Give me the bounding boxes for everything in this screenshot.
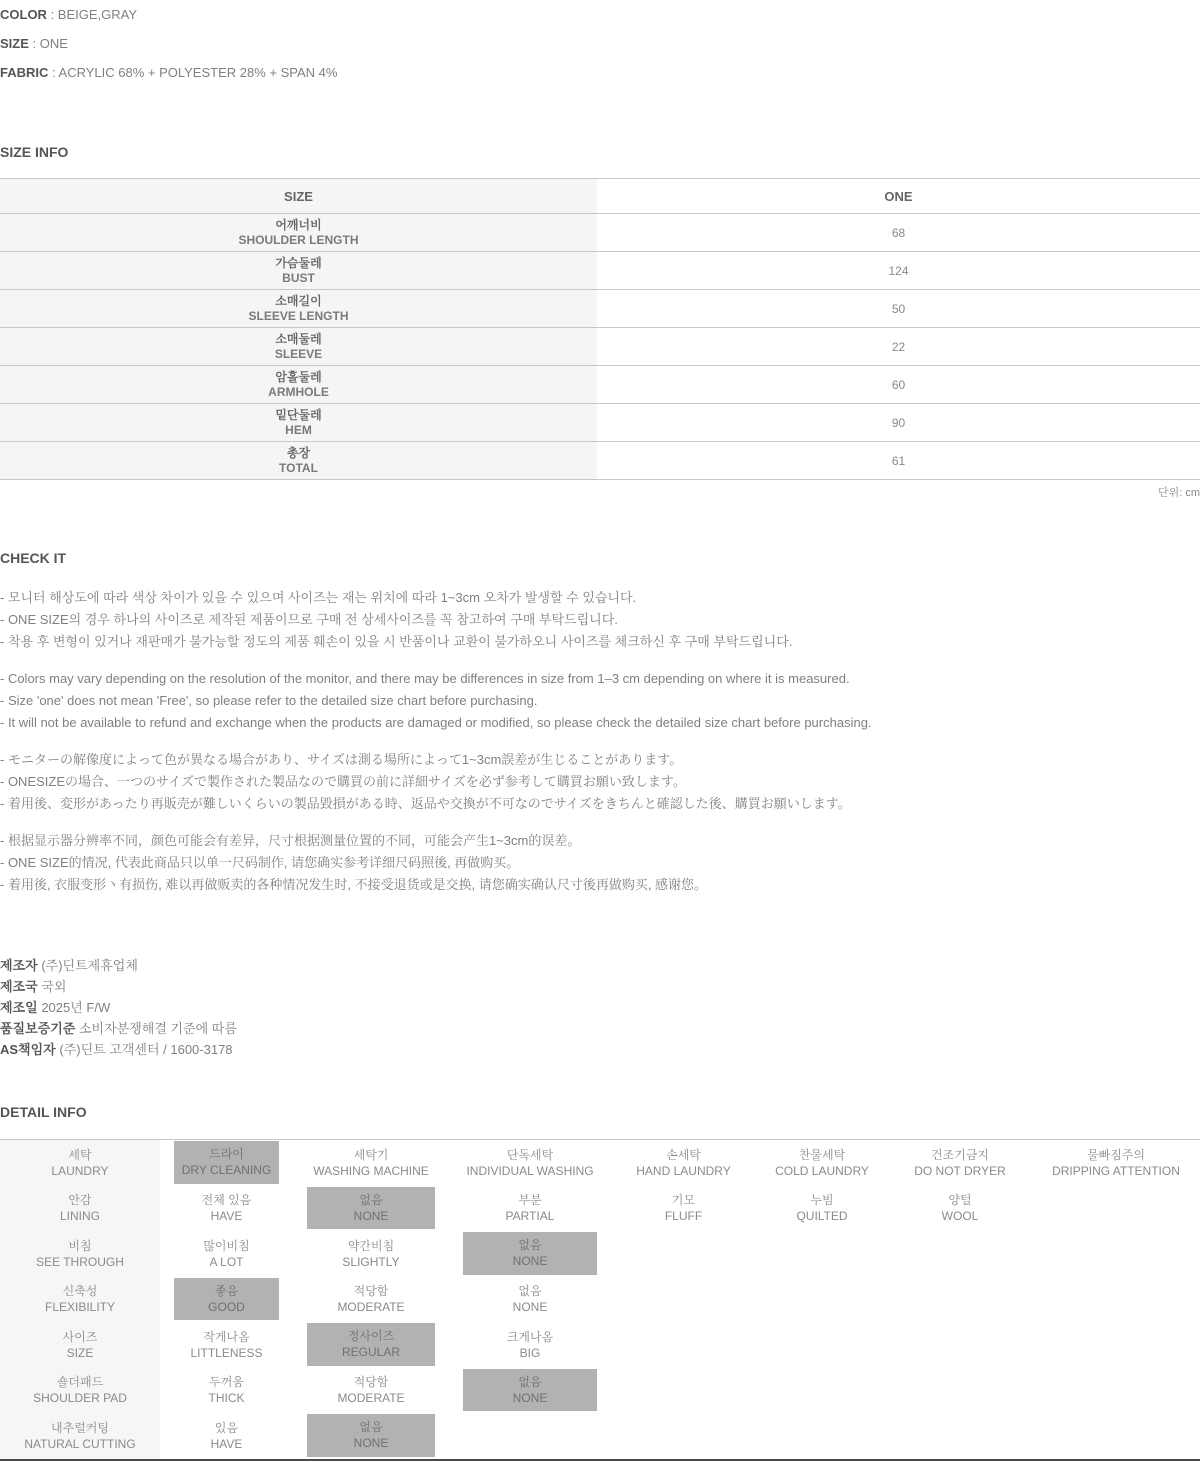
notice-line: - ONESIZEの場合、一つのサイズで製作された製品なので購買の前に詳細サイズを必ず参考して購買お願い致します。: [0, 774, 686, 789]
detail-empty-cell: [756, 1277, 888, 1323]
detail-empty-cell: [611, 1368, 756, 1414]
detail-option: 두꺼움 THICK: [208, 1375, 245, 1406]
measure-value: 124: [597, 252, 1200, 290]
manufacturer-row: [0, 955, 1200, 976]
detail-option: 누빔 QUILTED: [796, 1193, 848, 1224]
manufacturer-info: [0, 955, 1200, 1060]
color-value: : BEIGE,GRAY: [50, 7, 138, 22]
size-table-row: [0, 252, 1200, 290]
size-table-header-size: SIZE: [0, 179, 597, 214]
detail-option: 세탁기 WASHING MACHINE: [313, 1147, 429, 1178]
size-table-row: [0, 290, 1200, 328]
detail-option: 드라이 DRY CLEANING: [160, 1140, 293, 1186]
notice-line: - 모니터 해상도에 따라 색상 차이가 있을 수 있으며 사이즈는 재는 위치에 따라 1~3cm 오차가 발생할 수 있습니다.: [0, 590, 637, 605]
measure-name-en: ARMHOLE: [268, 384, 329, 399]
detail-row-label: 내추럴커팅 NATURAL CUTTING: [0, 1413, 160, 1459]
manufacturer-label: AS책임자: [0, 1042, 56, 1057]
detail-option: 없음 NONE: [293, 1413, 449, 1459]
detail-option: 손세탁 HAND LAUNDRY: [636, 1147, 731, 1178]
detail-empty-cell: [611, 1322, 756, 1368]
detail-empty-cell: [611, 1413, 756, 1459]
manufacturer-label: 제조국: [0, 979, 38, 994]
manufacturer-row: [0, 997, 1200, 1018]
notice-line: - 根据显示器分辨率不同，颜色可能会有差异，尺寸根据测量位置的不同，可能会产生1~3cm的误差。: [0, 833, 581, 848]
detail-empty-cell: [1032, 1413, 1200, 1459]
fabric-row: [0, 66, 1200, 79]
fabric-label: FABRIC: [0, 65, 49, 80]
manufacturer-value: (주)딘트제휴업체: [41, 958, 138, 973]
detail-empty-cell: [449, 1413, 611, 1459]
detail-option: 건조기금지 DO NOT DRYER: [914, 1147, 1006, 1178]
notice-line: - ONE SIZE的情况, 代表此商品只以单一尺码制作, 请您确实参考详细尺码照後, 再做购买。: [0, 855, 520, 870]
detail-empty-cell: [756, 1231, 888, 1277]
color-row: [0, 8, 1200, 21]
detail-empty-cell: [1032, 1231, 1200, 1277]
measure-name-kr: 총장: [286, 445, 311, 460]
detail-option: 단독세탁 INDIVIDUAL WASHING: [466, 1147, 594, 1178]
manufacturer-value: (주)딘트 고객센터 / 1600-3178: [59, 1042, 233, 1057]
manufacturer-row: [0, 976, 1200, 997]
manufacturer-row: [0, 1039, 1200, 1060]
detail-empty-cell: [1032, 1277, 1200, 1323]
measure-name-kr: 암홀둘레: [275, 369, 322, 384]
notice-line: - モニターの解像度によって色が異なる場合があり、サイズは測る場所によって1~3cm誤差が生じることがあります。: [0, 752, 683, 767]
size-info-heading: SIZE INFO: [0, 144, 69, 160]
product-summary: [0, 0, 1200, 79]
notice-korean: [0, 587, 1200, 653]
size-value: : ONE: [32, 36, 68, 51]
size-table-row: [0, 366, 1200, 404]
measure-name-kr: 가슴둘레: [275, 255, 322, 270]
detail-empty-cell: [1032, 1322, 1200, 1368]
manufacturer-value: 국외: [41, 979, 67, 994]
fabric-value: : ACRYLIC 68% + POLYESTER 28% + SPAN 4%: [52, 65, 338, 80]
notice-line: - Size 'one' does not mean 'Free', so please refer to the detailed size chart before purchasing.: [0, 693, 538, 708]
detail-option: 적당함 MODERATE: [337, 1375, 405, 1406]
unit-note: 단위: cm: [1157, 487, 1200, 499]
detail-info-heading: DETAIL INFO: [0, 1104, 87, 1120]
detail-row-label: 신축성 FLEXIBILITY: [0, 1277, 160, 1323]
detail-empty-cell: [611, 1231, 756, 1277]
detail-row-label: 안감 LINING: [0, 1186, 160, 1232]
detail-empty-cell: [611, 1277, 756, 1323]
notice-line: - 착용 후 변형이 있거나 재판매가 불가능할 정도의 제품 훼손이 있을 시 반품이나 교환이 불가하오니 사이즈를 체크하신 후 구매 부탁드립니다.: [0, 634, 793, 649]
detail-option: 적당함 MODERATE: [337, 1284, 405, 1315]
detail-option: 좋음 GOOD: [160, 1277, 293, 1323]
manufacturer-label: 품질보증기준: [0, 1021, 76, 1036]
detail-row-label: 사이즈 SIZE: [0, 1322, 160, 1368]
detail-option: 약간비침 SLIGHTLY: [342, 1238, 400, 1269]
detail-option: 부분 PARTIAL: [505, 1193, 555, 1224]
size-table-header-one: ONE: [597, 179, 1200, 214]
detail-empty-cell: [1032, 1186, 1200, 1232]
measure-name-en: SLEEVE LENGTH: [248, 308, 349, 323]
detail-option: 없음 NONE: [293, 1186, 449, 1232]
size-table: [0, 178, 1200, 480]
detail-empty-cell: [1032, 1368, 1200, 1414]
detail-empty-cell: [756, 1368, 888, 1414]
detail-empty-cell: [756, 1322, 888, 1368]
measure-name-en: TOTAL: [279, 460, 318, 475]
detail-option: 크게나옴 BIG: [506, 1329, 554, 1360]
detail-empty-cell: [888, 1322, 1032, 1368]
manufacturer-label: 제조자: [0, 958, 38, 973]
notice-line: - 着用後, 衣服变形丶有损伤, 难以再做贩卖的各种情况发生时, 不接受退货或是交换, 请您确实确认尺寸後再做购买, 感谢您。: [0, 877, 708, 892]
manufacturer-label: 제조일: [0, 1000, 38, 1015]
detail-row-label: 숄더패드 SHOULDER PAD: [0, 1368, 160, 1414]
detail-row-label: 비침 SEE THROUGH: [0, 1231, 160, 1277]
measure-value: 22: [597, 328, 1200, 366]
notice-line: - 着用後、変形があったり再販売が難しいくらいの製品毀損がある時、返品や交換が不可なのでサイズをきちんと確認した後、購買お願いします。: [0, 796, 851, 811]
detail-empty-cell: [888, 1413, 1032, 1459]
measure-name-en: SHOULDER LENGTH: [238, 232, 359, 247]
manufacturer-value: 2025년 F/W: [41, 1000, 111, 1015]
detail-table: [0, 1139, 1200, 1461]
detail-option: 전체 있음 HAVE: [201, 1193, 252, 1224]
size-table-row: [0, 214, 1200, 252]
manufacturer-row: [0, 1018, 1200, 1039]
detail-row-label: 세탁 LAUNDRY: [0, 1140, 160, 1186]
measure-value: 61: [597, 442, 1200, 480]
size-table-row: [0, 404, 1200, 442]
size-row: [0, 37, 1200, 50]
detail-empty-cell: [756, 1413, 888, 1459]
size-table-row: [0, 442, 1200, 480]
notice-line: - ONE SIZE의 경우 하나의 사이즈로 제작된 제품이므로 구매 전 상세사이즈를 꼭 참고하여 구매 부탁드립니다.: [0, 612, 618, 627]
detail-option: 정사이즈 REGULAR: [293, 1322, 449, 1368]
measure-name-kr: 소매둘레: [275, 331, 322, 346]
measure-value: 50: [597, 290, 1200, 328]
detail-option: 많이비침 A LOT: [203, 1238, 250, 1269]
color-label: COLOR: [0, 7, 47, 22]
notice-line: - It will not be available to refund and exchange when the products are damaged or modified, so please check the detailed size chart before purchasing.: [0, 715, 872, 730]
size-table-header-row: [0, 179, 1200, 214]
measure-name-en: HEM: [285, 422, 312, 437]
check-it-heading: CHECK IT: [0, 550, 67, 566]
detail-option: 양털 WOOL: [941, 1193, 979, 1224]
detail-empty-cell: [888, 1277, 1032, 1323]
detail-option: 없음 NONE: [449, 1368, 611, 1414]
measure-name-kr: 소매길이: [275, 293, 322, 308]
manufacturer-value: 소비자분쟁해결 기준에 따름: [78, 1021, 237, 1036]
detail-option: 찬물세탁 COLD LAUNDRY: [775, 1147, 869, 1178]
measure-name-kr: 어깨너비: [275, 217, 322, 232]
detail-empty-cell: [888, 1368, 1032, 1414]
measure-value: 90: [597, 404, 1200, 442]
detail-option: 없음 NONE: [512, 1284, 548, 1315]
notice-english: [0, 668, 1200, 734]
notice-japanese: [0, 749, 1200, 815]
measure-name-kr: 밑단둘레: [275, 407, 322, 422]
detail-option: 작게나옴 LITTLENESS: [190, 1329, 263, 1360]
detail-option: 있음 HAVE: [210, 1420, 243, 1451]
measure-value: 60: [597, 366, 1200, 404]
detail-option: 물빠짐주의 DRIPPING ATTENTION: [1052, 1147, 1180, 1178]
measure-name-en: SLEEVE: [274, 346, 323, 361]
notice-chinese: [0, 830, 1200, 896]
detail-option: 없음 NONE: [449, 1231, 611, 1277]
measure-value: 68: [597, 214, 1200, 252]
detail-empty-cell: [888, 1231, 1032, 1277]
measure-name-en: BUST: [282, 270, 315, 285]
detail-option: 기모 FLUFF: [664, 1193, 703, 1224]
notice-line: - Colors may vary depending on the resolution of the monitor, and there may be differences in size from 1–3 cm depending on where it is measured.: [0, 671, 850, 686]
size-label: SIZE: [0, 36, 29, 51]
size-table-row: [0, 328, 1200, 366]
